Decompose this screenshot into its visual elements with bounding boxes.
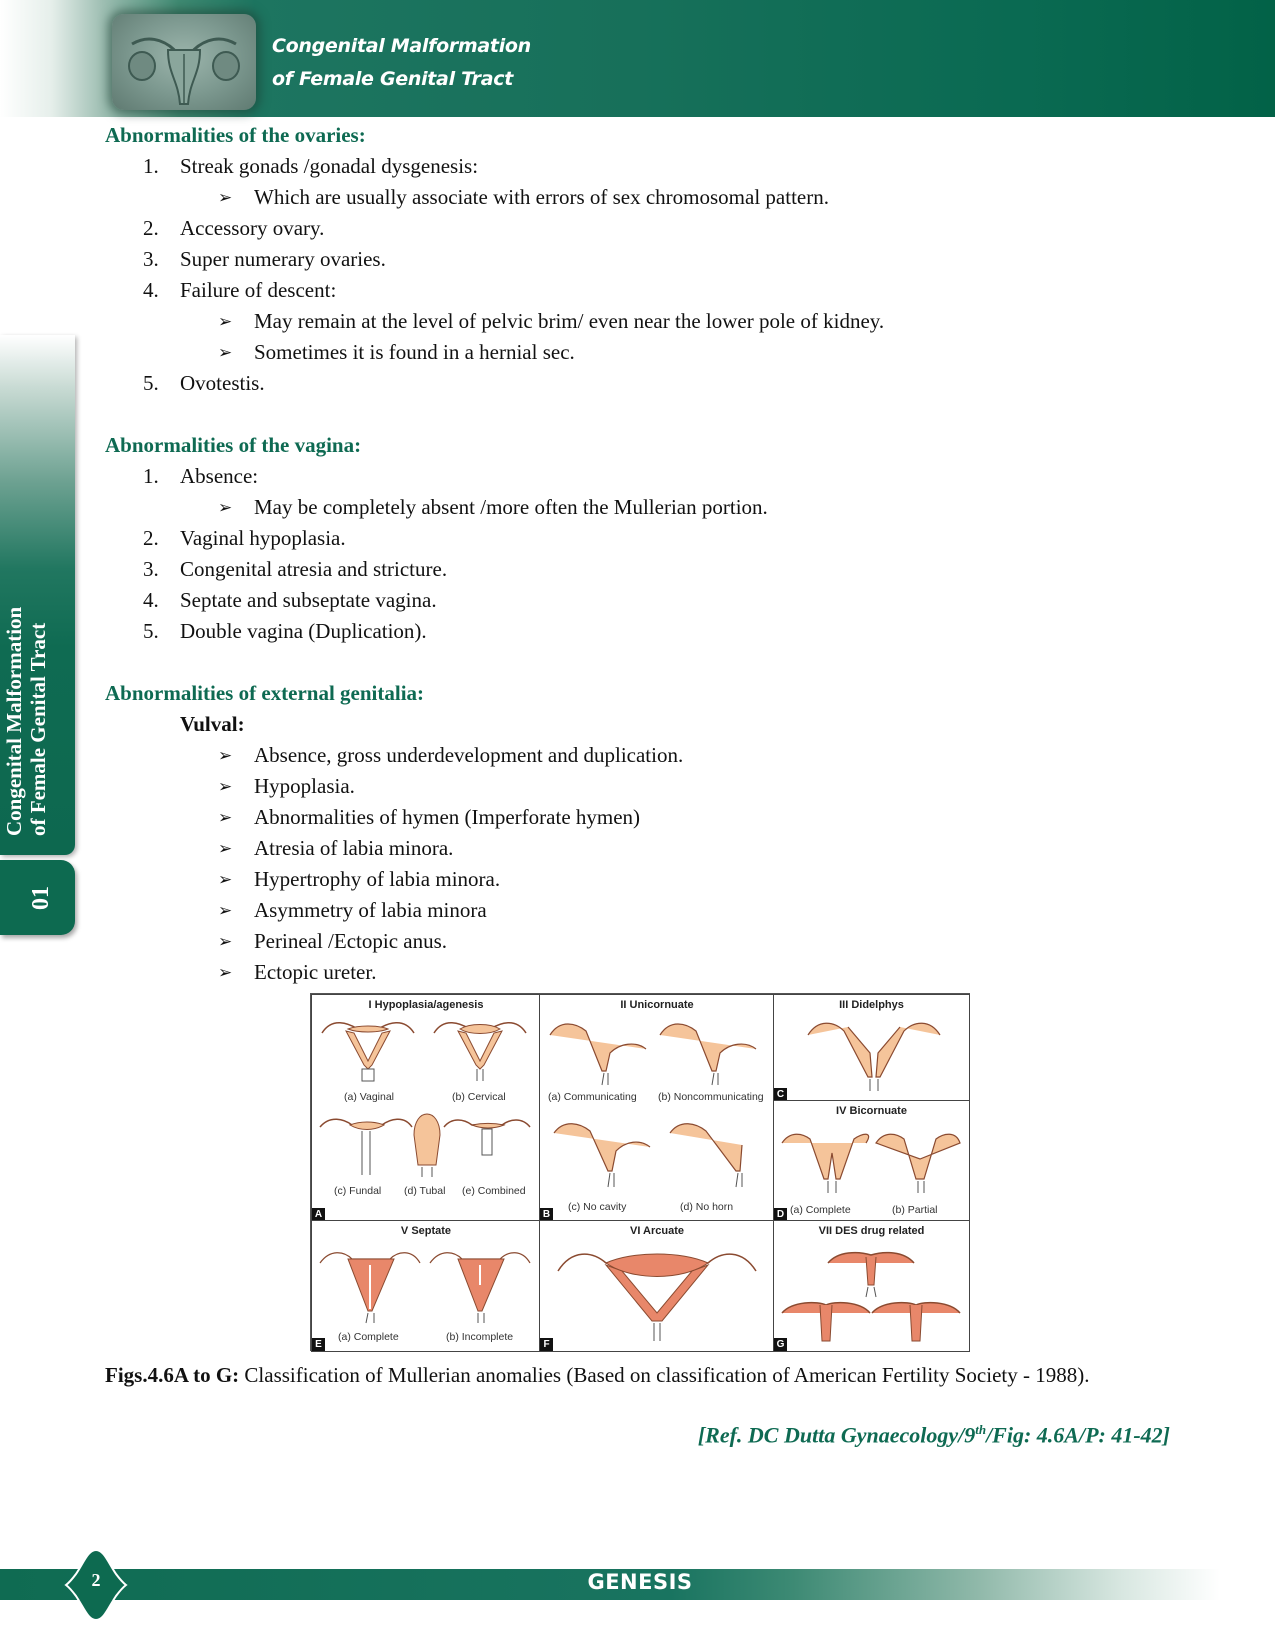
item-text: Double vagina (Duplication). — [180, 619, 427, 643]
chapter-number-badge — [0, 860, 75, 935]
uterus-diagram-icon — [316, 1105, 536, 1180]
panel-title: VII DES drug related — [818, 1225, 925, 1237]
item-text: Super numerary ovaries. — [180, 247, 386, 271]
arrow-bullet-icon: ➢ — [218, 901, 233, 920]
chapter-side-title — [2, 316, 72, 840]
list-item — [105, 461, 1180, 492]
bullet-item — [105, 306, 1180, 337]
bullet-item — [105, 802, 1180, 833]
panel-letter: B — [540, 1208, 553, 1221]
arrow-bullet-icon: ➢ — [218, 839, 233, 858]
side-title-line2: of Female Genital Tract — [26, 622, 50, 836]
uterus-diagram-icon — [778, 1123, 964, 1198]
panel-label: (c) No cavity — [568, 1201, 627, 1213]
figure-panel-f — [539, 1220, 775, 1352]
reference-suffix: /Fig: 4.6A/P: 41-42] — [986, 1422, 1170, 1448]
bullet-item — [105, 957, 1180, 988]
bullet-text: Absence, gross underdevelopment and duplication. — [254, 743, 684, 767]
list-item — [105, 213, 1180, 244]
arrow-bullet-icon: ➢ — [218, 188, 233, 207]
reference-citation — [698, 1422, 1170, 1448]
panel-title: V Septate — [400, 1225, 452, 1237]
item-text: Congenital atresia and stricture. — [180, 557, 448, 581]
figure-caption — [105, 1360, 1170, 1391]
panel-title: III Didelphys — [839, 999, 904, 1011]
item-text: Failure of descent: — [180, 278, 337, 302]
arrow-bullet-icon: ➢ — [218, 932, 233, 951]
panel-title: IV Bicornuate — [836, 1105, 907, 1117]
item-number: 1. — [143, 154, 159, 178]
bullet-item — [105, 895, 1180, 926]
list-item — [105, 554, 1180, 585]
item-number: 3. — [143, 247, 159, 271]
bullet-text: May be completely absent /more often the Mullerian portion. — [254, 495, 768, 519]
chapter-number: 01 — [28, 886, 54, 910]
subheading-vulval: Vulval: — [180, 712, 245, 736]
panel-label: (b) Noncommunicating — [658, 1091, 764, 1103]
bullet-text: May remain at the level of pelvic brim/ even near the lower pole of kidney. — [254, 309, 885, 333]
panel-letter: G — [774, 1338, 787, 1351]
bullet-text: Which are usually associate with errors of sex chromosomal pattern. — [254, 185, 829, 209]
panel-letter: F — [540, 1338, 553, 1351]
bullet-item — [105, 833, 1180, 864]
uterus-diagram-icon — [778, 1243, 964, 1349]
header-title-line1: Congenital Malformation — [272, 35, 531, 57]
reference-prefix: [Ref. DC Dutta Gynaecology/9 — [697, 1422, 976, 1448]
item-number: 5. — [143, 619, 159, 643]
panel-letter: A — [312, 1208, 325, 1221]
caption-text: Classification of Mullerian anomalies (Based on classification of American Fertility Society - 1988). — [239, 1363, 1090, 1387]
list-item — [105, 244, 1180, 275]
bullet-text: Hypoplasia. — [254, 774, 355, 798]
item-number: 4. — [143, 588, 159, 612]
bullet-text: Asymmetry of labia minora — [254, 898, 487, 922]
figure-panel-b — [539, 994, 775, 1222]
section-heading-vagina: Abnormalities of the vagina: — [105, 433, 362, 457]
mullerian-anomalies-figure — [310, 993, 970, 1351]
uterus-illustration-icon — [112, 14, 256, 110]
uterus-diagram-icon — [546, 1013, 766, 1088]
figure-panel-g — [773, 1220, 970, 1352]
list-item — [105, 616, 1180, 647]
arrow-bullet-icon: ➢ — [218, 963, 233, 982]
bullet-item — [105, 864, 1180, 895]
list-item — [105, 368, 1180, 399]
bullet-text: Perineal /Ectopic anus. — [254, 929, 448, 953]
bullet-item — [105, 926, 1180, 957]
item-text: Accessory ovary. — [180, 216, 325, 240]
item-number: 4. — [143, 278, 159, 302]
uterus-diagram-icon — [318, 1013, 418, 1083]
uterus-diagram-icon — [316, 1241, 536, 1326]
arrow-bullet-icon: ➢ — [218, 808, 233, 827]
arrow-bullet-icon: ➢ — [218, 870, 233, 889]
bullet-item — [105, 771, 1180, 802]
figure-panel-e — [311, 1220, 541, 1352]
panel-label: (b) Cervical — [452, 1091, 506, 1103]
panel-letter: C — [774, 1088, 787, 1101]
bullet-item — [105, 337, 1180, 368]
list-item — [105, 585, 1180, 616]
item-text: Absence: — [180, 464, 259, 488]
panel-label: (e) Combined — [462, 1185, 526, 1197]
uterus-diagram-icon — [804, 1013, 944, 1093]
figure-panel-c — [773, 994, 970, 1102]
bullet-text: Sometimes it is found in a hernial sec. — [254, 340, 575, 364]
uterus-diagram-icon — [552, 1241, 762, 1346]
panel-label: (d) No horn — [680, 1201, 734, 1213]
panel-label: (b) Partial — [892, 1204, 938, 1216]
bullet-text: Abnormalities of hymen (Imperforate hymen) — [254, 805, 641, 829]
panel-label: (c) Fundal — [334, 1185, 382, 1197]
list-item — [105, 275, 1180, 306]
side-title-line1: Congenital Malformation — [2, 606, 26, 836]
item-number: 5. — [143, 371, 159, 395]
bullet-item — [105, 492, 1180, 523]
item-text: Ovotestis. — [180, 371, 265, 395]
figure-panel-d — [773, 1100, 970, 1222]
main-content — [105, 120, 1180, 988]
list-item — [105, 151, 1180, 182]
figure-panel-a — [311, 994, 541, 1222]
bullet-item — [105, 182, 1180, 213]
arrow-bullet-icon: ➢ — [218, 343, 233, 362]
arrow-bullet-icon: ➢ — [218, 746, 233, 765]
panel-label: (a) Communicating — [548, 1091, 637, 1103]
section-heading-external-genitalia: Abnormalities of external genitalia: — [105, 681, 425, 705]
panel-label: (b) Incomplete — [446, 1331, 514, 1343]
panel-label: (a) Complete — [790, 1204, 851, 1216]
panel-title: II Unicornuate — [620, 999, 694, 1011]
caption-label: Figs.4.6A to G: — [105, 1363, 240, 1387]
bullet-text: Atresia of labia minora. — [254, 836, 454, 860]
arrow-bullet-icon: ➢ — [218, 777, 233, 796]
reference-sup: th — [975, 1422, 987, 1437]
header-title-line2: of Female Genital Tract — [272, 68, 514, 90]
panel-label: (d) Tubal — [404, 1185, 446, 1197]
header-title — [272, 30, 531, 96]
uterus-diagram-icon — [546, 1115, 766, 1190]
footer-brand: GENESIS — [587, 1570, 693, 1594]
panel-label: (a) Complete — [338, 1331, 399, 1343]
item-number: 2. — [143, 216, 159, 240]
page-header — [0, 0, 1275, 117]
page-number: 2 — [91, 1570, 101, 1590]
item-number: 1. — [143, 464, 159, 488]
item-text: Septate and subseptate vagina. — [180, 588, 437, 612]
section-heading-ovaries: Abnormalities of the ovaries: — [105, 123, 366, 147]
panel-label: (a) Vaginal — [344, 1091, 394, 1103]
bullet-text: Hypertrophy of labia minora. — [254, 867, 501, 891]
panel-title: VI Arcuate — [629, 1225, 684, 1237]
item-text: Vaginal hypoplasia. — [180, 526, 346, 550]
arrow-bullet-icon: ➢ — [218, 312, 233, 331]
bullet-text: Ectopic ureter. — [254, 960, 377, 984]
panel-title: I Hypoplasia/agenesis — [368, 999, 484, 1011]
item-number: 2. — [143, 526, 159, 550]
item-text: Streak gonads /gonadal dysgenesis: — [180, 154, 479, 178]
uterus-diagram-icon — [430, 1013, 530, 1083]
item-number: 3. — [143, 557, 159, 581]
arrow-bullet-icon: ➢ — [218, 498, 233, 517]
bullet-item — [105, 740, 1180, 771]
panel-letter: E — [312, 1338, 325, 1351]
panel-letter: D — [774, 1208, 787, 1221]
list-item — [105, 523, 1180, 554]
